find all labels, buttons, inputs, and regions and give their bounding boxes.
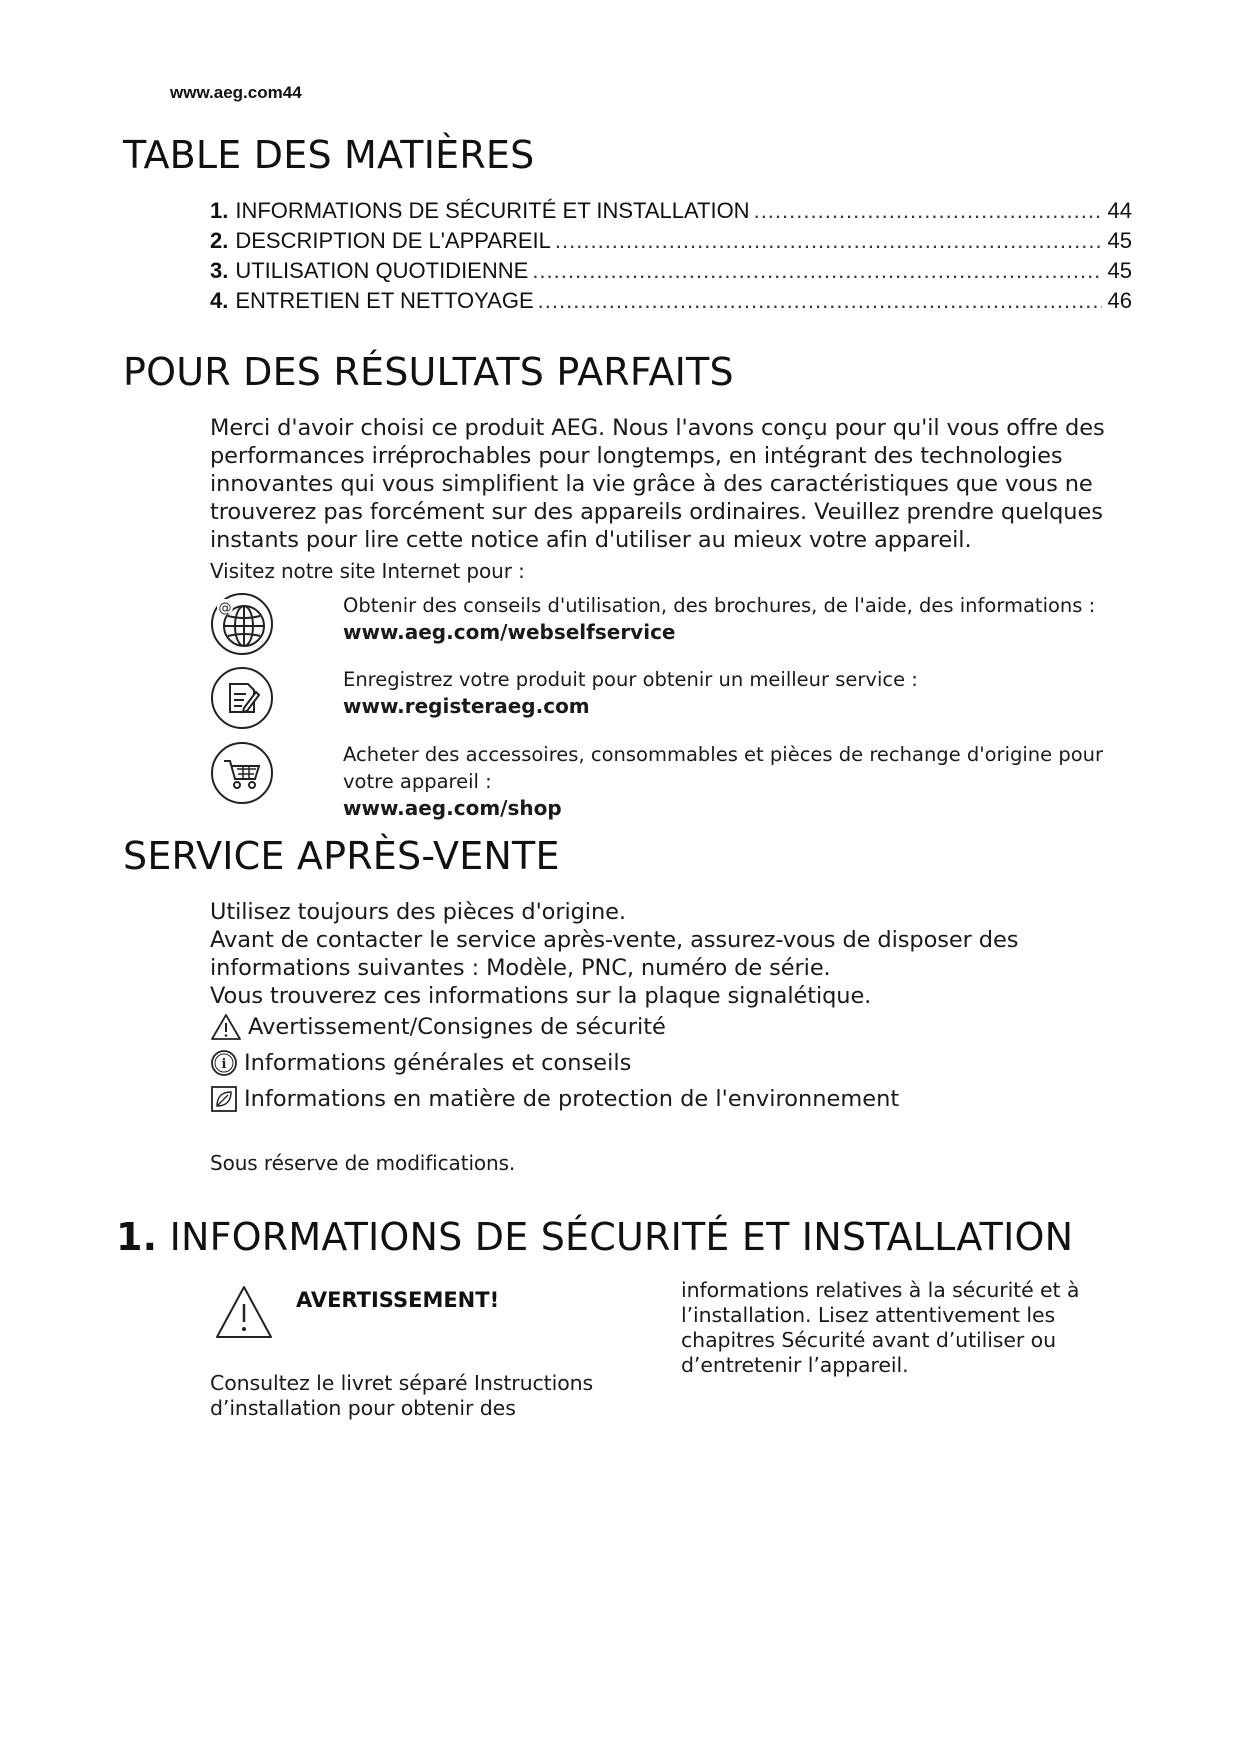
shop-link[interactable]: www.aeg.com/shop [343,796,562,820]
service-line: Vous trouverez ces informations sur la plaque signalétique. [210,983,872,1009]
register-link[interactable]: www.registeraeg.com [343,694,590,718]
register-text: Enregistrez votre produit pour obtenir un meilleur service : [343,668,918,691]
shop-text: Acheter des accessoires, consommables et pièces de rechange d'origine pour votre appareil : [343,743,1104,793]
service-title: SERVICE APRÈS-VENTE [123,834,560,878]
safety-text-right: informations relatives à la sécurité et à l’installation. Lisez attentivement les chapitres Sécurité avant d’utiliser ou d’entretenir l’appareil. [681,1278,1080,1377]
toc-entry-number: 3. [210,258,229,283]
legend-environment-label: Informations en matière de protection de l'environnement [244,1086,900,1112]
toc-entry[interactable] [210,258,1132,288]
perfect-results-title: POUR DES RÉSULTATS PARFAITS [123,350,734,394]
shop-item [210,741,1130,821]
legend-info [210,1049,631,1077]
safety-section-label: INFORMATIONS DE SÉCURITÉ ET INSTALLATION [169,1215,1074,1259]
toc-entry[interactable] [210,288,1132,318]
legend-environment [210,1085,899,1113]
visit-website-label: Visitez notre site Internet pour : [210,559,525,583]
svg-text:i: i [221,1057,227,1072]
toc-entry-page: 45 [1107,258,1132,283]
warning-icon [210,1013,242,1041]
svg-text:@: @ [218,601,232,616]
toc-entry-page: 46 [1107,288,1132,313]
safety-text-left: Consultez le livret séparé Instructions d’installation pour obtenir des [210,1371,594,1420]
toc-entry-label: INFORMATIONS DE SÉCURITÉ ET INSTALLATION [235,198,750,223]
register-icon [210,666,274,730]
webselfservice-link[interactable]: www.aeg.com/webselfservice [343,620,676,644]
toc-title: TABLE DES MATIÈRES [123,133,535,177]
toc-leader-dots [754,198,1102,224]
toc-entry-page: 45 [1107,228,1132,253]
toc-entry-page: 44 [1107,198,1132,223]
webselfservice-text: Obtenir des conseils d'utilisation, des brochures, de l'aide, des informations : [343,594,1096,617]
intro-paragraph: Merci d'avoir choisi ce produit AEG. Nous l'avons conçu pour qu'il vous offre des performances irréprochables pour longtemps, en intégrant des technologies innovantes qui vous simplifient la vie grâce à des caractéristiques que vous ne trouverez pas forcément sur des appareils ordinaires. Veuillez prendre quelques instants pour lire cette notice afin d'utiliser au mieux votre appareil. [210,415,1105,553]
legend-warning [210,1013,666,1041]
leaf-icon [210,1085,238,1113]
toc-entry-label: ENTRETIEN ET NETTOYAGE [235,288,534,313]
header-url: www.aeg.com44 [170,83,302,102]
webselfservice-item [210,592,1130,672]
toc-entry-label: DESCRIPTION DE L'APPAREIL [235,228,551,253]
toc-entry[interactable] [210,228,1132,258]
service-paragraph [210,898,1130,1010]
register-item [210,666,1130,746]
toc-leader-dots [532,258,1102,284]
toc-leader-dots [555,228,1102,254]
toc-leader-dots [538,288,1102,314]
legend-info-label: Informations générales et conseils [244,1050,632,1076]
legend-warning-label: Avertissement/Consignes de sécurité [248,1014,666,1040]
cart-icon [210,741,274,805]
toc-entry-number: 2. [210,228,229,253]
service-line: Utilisez toujours des pièces d'origine. [210,899,626,925]
toc-entry[interactable] [210,198,1132,228]
toc-entry-number: 1. [210,198,229,223]
toc-entry-number: 4. [210,288,229,313]
safety-section-title [116,1215,1073,1259]
globe-icon [210,592,274,656]
warning-title: AVERTISSEMENT! [296,1288,500,1312]
table-of-contents [210,198,1132,318]
toc-entry-label: UTILISATION QUOTIDIENNE [235,258,529,283]
safety-section-number: 1. [116,1215,158,1259]
info-icon [210,1049,238,1077]
modifications-notice: Sous réserve de modifications. [210,1151,516,1175]
service-line: Avant de contacter le service après-vente, assurez-vous de disposer des informations suivantes : Modèle, PNC, numéro de série. [210,927,1019,981]
warning-icon [214,1284,274,1340]
